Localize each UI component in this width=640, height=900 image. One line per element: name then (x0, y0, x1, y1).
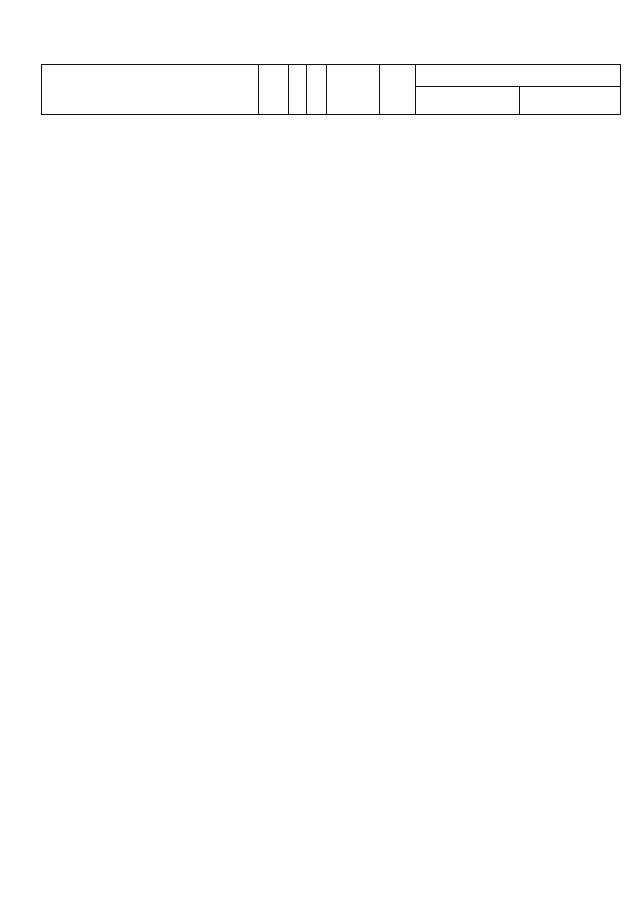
header-min (259, 65, 289, 115)
header-name (42, 65, 259, 115)
header-csr (327, 65, 380, 115)
header-pr (307, 65, 327, 115)
header-rz (289, 65, 307, 115)
header-year-2009 (416, 87, 520, 115)
header-year-2010 (520, 87, 621, 115)
header-vr (380, 65, 416, 115)
header-planned-period (416, 65, 621, 87)
table-header (41, 64, 621, 115)
